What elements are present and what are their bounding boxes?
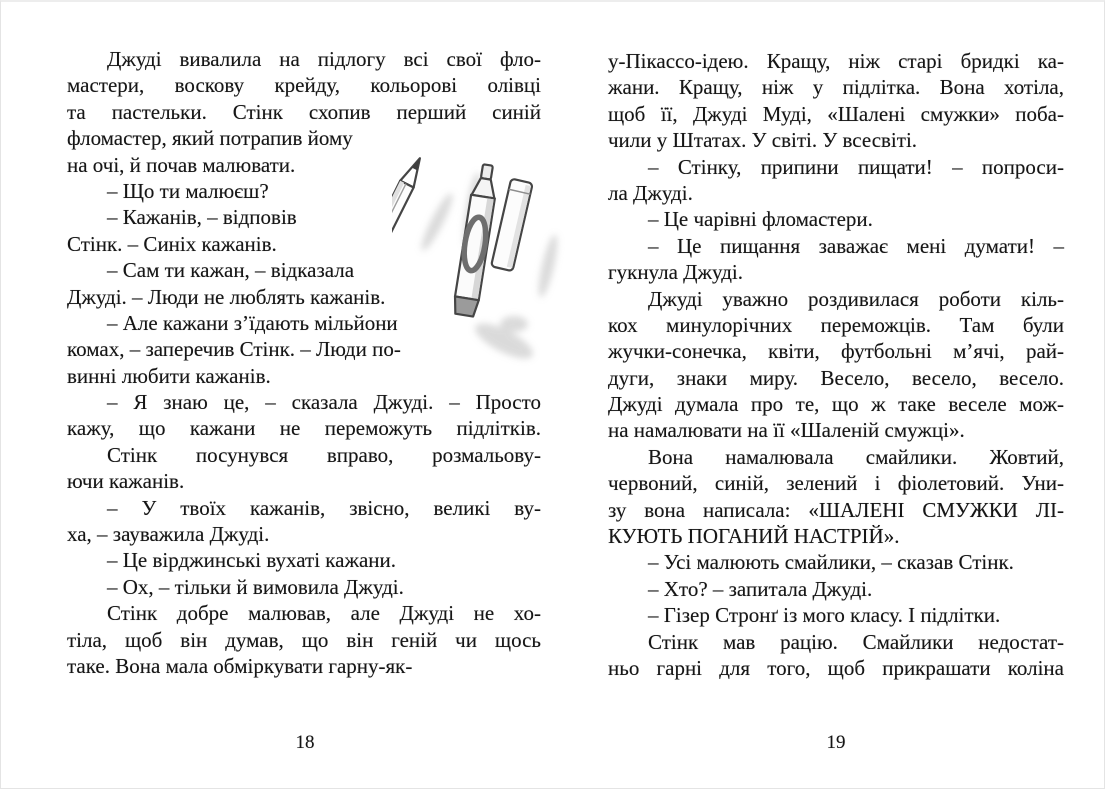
text-line: у-Пікассо-ідею. Кращу, ніж старі бридкі ка- xyxy=(608,49,1064,73)
marker-icon xyxy=(452,163,499,317)
text-line: комах, – заперечив Стінк. – Люди по- xyxy=(67,337,401,362)
text-line: – Я знаю це, – сказала Джуді. – Просто xyxy=(107,390,541,415)
text-line: Джуді вивалила на підлогу всі свої фло- xyxy=(107,47,541,71)
text-line: тіла, щоб він думав, що він геній чи щось xyxy=(67,627,541,652)
text-line: – Усі малюють смайлики, – сказав Стінк. xyxy=(648,550,1014,575)
text-line: на очі, й почав малювати. xyxy=(67,152,296,177)
text-line: щоб її, Джуді Муді, «Шалені смужки» поба- xyxy=(608,101,1064,126)
text-line: – Це вірджинські вухаті кажани. xyxy=(107,548,397,573)
art-supplies-sketch xyxy=(392,138,574,366)
text-line: фломастер, який потрапив йому xyxy=(67,126,353,151)
text-line: Джуді думала про те, що ж таке веселе мож- xyxy=(608,392,1064,417)
text-line: Джуді уважно роздивилася роботи кіль- xyxy=(648,286,1064,311)
text-line: – Ох, – тільки й вимовила Джуді. xyxy=(107,574,404,599)
text-line: дуги, знаки миру. Весело, весело, весело. xyxy=(608,365,1064,390)
text-line: – Сам ти кажан, – відказала xyxy=(107,258,355,283)
text-line: – Це чарівні фломастери. xyxy=(648,207,873,232)
text-line: ючи кажанів. xyxy=(67,469,185,494)
text-line: мастери, воскову крейду, кольорові олівці xyxy=(67,73,541,98)
text-line: – Але кажани з’їдають мільйони xyxy=(107,310,398,335)
text-line: Стінк добре малював, але Джуді не хо- xyxy=(107,601,541,626)
text-line: – Кажанів, – відповів xyxy=(107,205,297,230)
text-line: Стінк. – Синіх кажанів. xyxy=(67,231,277,256)
text-line: чили у Штатах. У світі. У всесвіті. xyxy=(608,128,918,153)
text-line: на намалювати на її «Шаленій смужці». xyxy=(608,418,965,443)
text-line: ха, – зауважила Джуді. xyxy=(67,522,270,547)
text-line: – Гізер Стронґ із мого класу. І підлітки. xyxy=(648,603,1001,628)
text-line: – Що ти малюєш? xyxy=(107,178,269,203)
text-line: таке. Вона мала обміркувати гарну-як- xyxy=(67,653,413,678)
text-line: ла Джуді. xyxy=(608,180,693,205)
text-line: та пастельки. Стінк схопив перший синій xyxy=(67,99,541,124)
text-line: Стінк мав рацію. Смайлики недостат- xyxy=(648,629,1064,654)
text-line: Джуді. – Люди не люблять кажанів. xyxy=(67,284,386,309)
text-line: винні любити кажанів. xyxy=(67,363,271,388)
text-line: – Хто? – запитала Джуді. xyxy=(648,576,873,601)
text-line: Стінк посунувся вправо, розмальову- xyxy=(107,442,541,467)
text-line: кох минулорічних переможців. Там були xyxy=(608,312,1064,337)
text-line: кажу, що кажани не переможуть підлітків. xyxy=(67,416,541,441)
text-line: зу вона написала: «ШАЛЕНІ СМУЖКИ ЛІ- xyxy=(608,497,1064,522)
page-number-right: 19 xyxy=(826,732,846,753)
text-line: КУЮТЬ ПОГАНИЙ НАСТРІЙ». xyxy=(608,524,900,549)
text-line: – Стінку, припини пищати! – попроси- xyxy=(648,154,1064,179)
page-number-left: 18 xyxy=(295,732,315,753)
right-page-text xyxy=(608,48,1064,681)
text-line: жани. Кращу, ніж у підлітка. Вона хотіла, xyxy=(608,75,1064,100)
text-line: ньо гарні для того, щоб прикрашати коліна xyxy=(608,655,1064,680)
text-line: гукнула Джуді. xyxy=(608,260,743,285)
chalk-stick-icon xyxy=(491,179,533,272)
text-line: червоний, синій, зелений і фіолетовий. Уни- xyxy=(608,471,1064,496)
art-supplies-sketch-svg xyxy=(392,138,574,366)
text-line: Вона намалювала смайлики. Жовтий, xyxy=(648,444,1064,469)
text-line: жучки-сонечка, квіти, футбольні м’ячі, рай- xyxy=(608,339,1064,364)
text-line: – У твоїх кажанів, звісно, великі ву- xyxy=(107,495,541,520)
text-line: – Це пищання заважає мені думати! – xyxy=(648,233,1064,258)
